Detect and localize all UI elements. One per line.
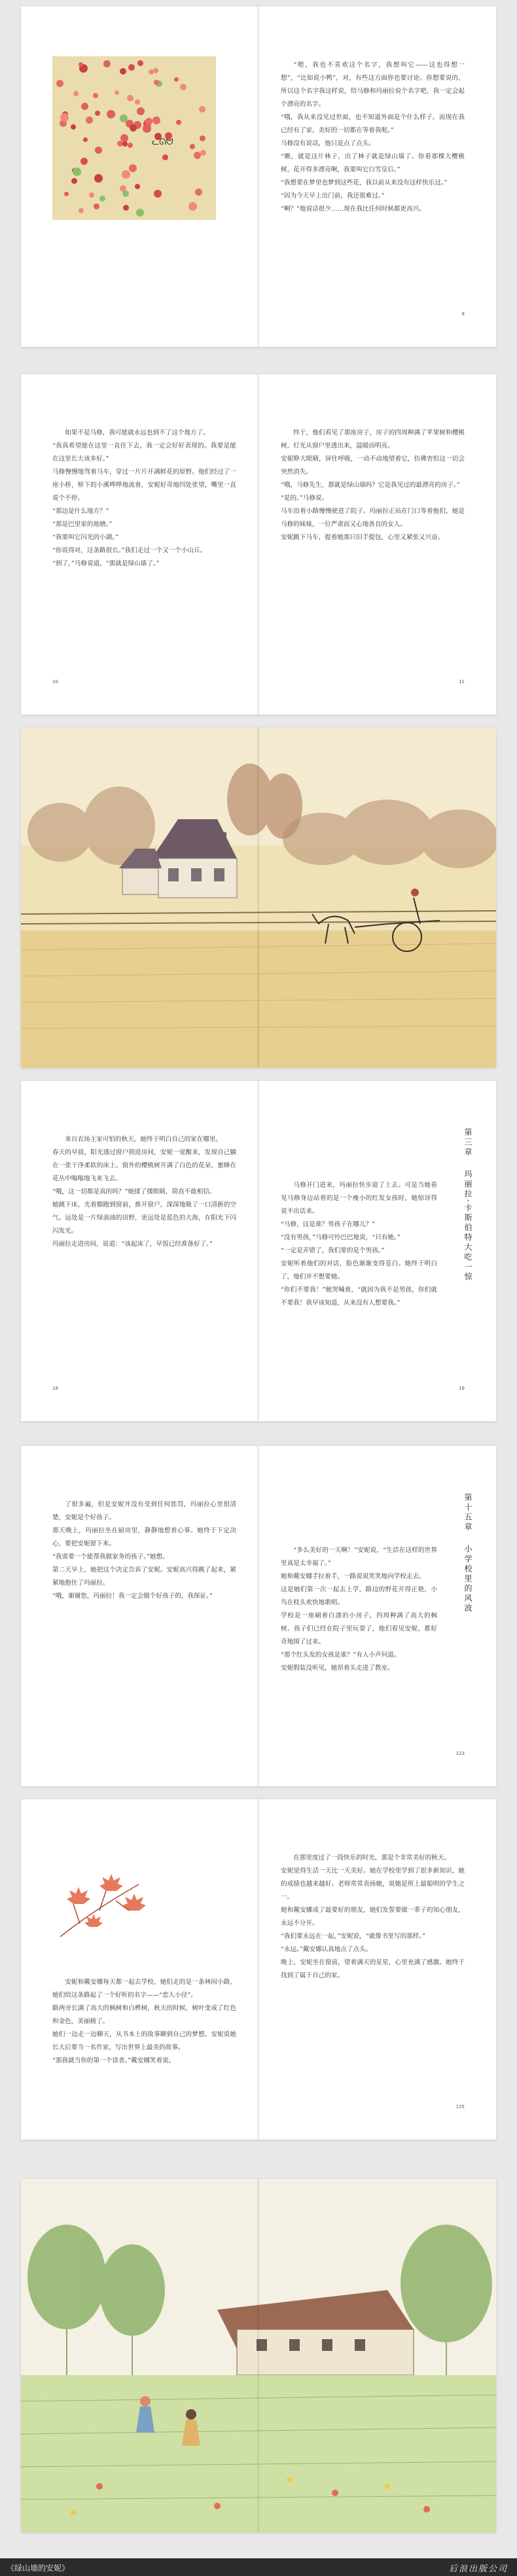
right-page xyxy=(258,1799,496,2140)
maple-leaves-illustration xyxy=(54,1871,145,1950)
berry-mark xyxy=(73,91,79,96)
berry-mark xyxy=(71,178,77,184)
cottage-drawing xyxy=(21,2179,496,2532)
book-title: 《绿山墙的安妮》 xyxy=(7,2564,70,2573)
page-text: 安妮和戴安娜每天都一起去学校，她们走的是一条林间小路，她们给这条路起了一个好听的名字——“恋人小径”。 路两旁长满了高大的枫树和白桦树，秋天的时候，树叶变成了红色和金色，美丽极了。 她们一边走一边聊天，从书本上的故事聊到自己的梦想。安妮说她长大后要当一名作家，写出世界上最美的故事。 “那我就当你的第一个读者。”戴安娜笑着说。 xyxy=(52,1979,236,2064)
book-spread-4 xyxy=(21,1081,496,1421)
berry-mark xyxy=(135,184,140,189)
page-number: 18 xyxy=(52,1386,58,1391)
publisher-name: 后浪出版公司 xyxy=(448,2564,508,2574)
berry-mark xyxy=(190,144,195,149)
chapter-title: 玛丽拉·卡斯伯特大吃一惊 xyxy=(463,1169,472,1282)
berry-mark xyxy=(152,116,160,124)
berry-mark xyxy=(95,111,100,116)
left-page xyxy=(21,7,258,347)
berry-mark xyxy=(73,168,81,176)
berry-mark xyxy=(137,107,145,115)
berry-mark xyxy=(83,137,88,142)
book-spread-3 xyxy=(21,728,496,1068)
page-number: 19 xyxy=(459,1386,465,1391)
berry-mark xyxy=(195,188,202,196)
page-text: 来自农场主家可怕的秋天，她终于明白自己的家在哪里。 春天的早晨，阳光透过窗户照进房间，安妮一觉醒来，发现自己躺在一张干净柔软的床上。窗外的樱桃树开满了白色的花朵，蜜蜂在花丛中嗡嗡地飞来飞去。 “哦，这一切都是真的吗？”她揉了揉眼睛，简直不敢相信。 她跳下床，光着脚跑到窗前，推开窗户，深深地吸了一口清新的空气。远处是一片绿油油的田野，更远处是蓝色的大海，在阳光下闪闪发光。 玛丽拉走进房间，说道：“该起床了，早饭已经准备好了。” xyxy=(52,1136,236,1248)
page-number: 8 xyxy=(461,311,465,317)
chapter-number: 第十五章 xyxy=(463,1493,472,1532)
berry-mark xyxy=(162,154,168,160)
berry-mark xyxy=(199,106,205,113)
page-text: 了很多遍，但是安妮并没有受到任何惩罚，玛丽拉心里很清楚，安妮是个好孩子。 那天晚上，玛丽拉坐在厨房里，静静地想着心事。她终于下定决心，要把安妮留下来。 “我需要一个能帮我做家务的孩子。”她想。 第二天早上，她把这个决定告诉了安妮。安妮高兴得跳了起来，紧紧地抱住了玛丽拉。 “哦，谢谢您，玛丽拉！我一定会做个好孩子的，我保证。” xyxy=(52,1501,236,1600)
berry-mark xyxy=(120,115,128,122)
berry-mark xyxy=(95,147,102,154)
berry-mark xyxy=(103,60,111,67)
left-page xyxy=(21,1799,258,2140)
farm-drawing xyxy=(21,728,496,1068)
berry-mark xyxy=(188,202,197,211)
berry-mark xyxy=(94,174,103,183)
berry-mark xyxy=(79,208,84,213)
chapter-heading xyxy=(463,1128,474,1282)
page-text: 在那里度过了一段快乐的时光，那是个非常美好的秋天。 安妮觉得生活一天比一天美好。她在学校里学到了很多新知识，她的成绩也越来越好。老师常常表扬她，说她是班上最聪明的学生之一。 她和戴安娜成了最要好的朋友，她们发誓要做一辈子的知心朋友，永远不分开。 “我们要永远在一起，”安妮说，“就像书里写的那样。” “永远。”戴安娜认真地点了点头。 晚上，安妮坐在窗前，望着满天的星星，心里充满了感激。她终于找到了属于自己的家。 xyxy=(281,1854,465,1979)
berry-mark xyxy=(122,141,128,147)
berry-mark xyxy=(107,110,115,118)
berry-mark xyxy=(71,124,76,130)
berry-mark xyxy=(115,90,119,95)
page-text: “多么美好的一天啊！”安妮说，“生活在这样的世界里真是太幸福了。” 她和戴安娜手拉着手，一路说说笑笑地向学校走去。 这是她们第一次一起去上学，路边的野花开得正艳，小鸟在枝头欢快地歌唱。 学校是一座刷着白漆的小房子，四周种满了高大的枫树。孩子们已经在院子里玩耍了，他们看见安妮，都好奇地围了过来。 “那个红头发的女孩是谁？”有人小声问道。 安妮假装没听见，她昂着头走进了教室。 xyxy=(281,1547,437,1672)
berry-mark xyxy=(200,150,206,156)
right-page xyxy=(258,7,496,347)
cat-sketch-icon: ᓚᘏᗢ xyxy=(152,137,173,147)
berry-mark xyxy=(200,135,205,141)
berry-mark xyxy=(136,209,144,217)
left-page xyxy=(21,374,258,715)
page-text: 马修开门进来，玛丽拉快步迎了上去。可是当她看见马修身边站着的是一个瘦小的红发女孩时，她惊讶得说不出话来。 “马修，这是谁？男孩子在哪儿？” “没有男孩，”马修可怜巴巴地说，“只有她。” “一定是弄错了，我们要的是个男孩。” 安妮听着他们的对话，脸色渐渐变得苍白。她终于明白了，他们并不想要她。 “你们不要我！”她哭喊着，“就因为我不是男孩，你们就不要我！我早该知道，从来没有人想要我。” xyxy=(281,1182,437,1307)
berry-mark xyxy=(180,84,187,90)
cottage-illustration xyxy=(21,2179,496,2532)
page-text: 如果不是马修，我可能就永远也到不了这个地方了。 “我真希望能在这里一直住下去，我一定会好好表现的。我要是能在这里长大该多好。” 马修慢慢地驾着马车，穿过一片片开满鲜花的原野。他们经过了一座小桥，桥下的小溪哗哗地流着，安妮好奇地四处张望，嘴里一直说个不停。 “那边是什么地方？” “那是巴里家的池塘。” “我要叫它闪光的小湖。” “你说得对，这条路很长。”我们走过一个又一个小山丘。 “到了，”马修说道，“那就是绿山墙了。” xyxy=(52,429,236,567)
berry-mark xyxy=(123,205,129,211)
berry-mark xyxy=(80,158,88,165)
berry-mark xyxy=(94,203,99,209)
berry-mark xyxy=(174,77,179,82)
chapter-number: 第三章 xyxy=(463,1128,472,1157)
berry-mark xyxy=(56,80,63,87)
berry-mark xyxy=(99,196,105,202)
right-page xyxy=(258,1446,496,1786)
berry-mark xyxy=(127,95,134,101)
right-page xyxy=(258,374,496,715)
berry-mark xyxy=(149,69,154,75)
book-spread-2 xyxy=(21,374,496,715)
page-number: 123 xyxy=(455,1751,465,1756)
berry-mark xyxy=(122,170,130,179)
berry-mark xyxy=(130,124,137,132)
book-spread-7 xyxy=(21,2179,496,2532)
farm-illustration xyxy=(21,728,496,1068)
page-number: 11 xyxy=(459,679,465,684)
right-page xyxy=(258,1081,496,1421)
berry-mark xyxy=(143,124,151,133)
left-page xyxy=(21,1081,258,1421)
berry-mark xyxy=(129,164,137,172)
page-text: 终于，他们看见了那座房子，房子的四周种满了苹果树和樱桃树，灯光从窗户里透出来，温暖而明亮。 安妮睁大眼睛，屏住呼吸，一动不动地望着它，仿佛害怕这一切会突然消失。 “哦，马修先生，那就是绿山墙吗？它是我见过的最漂亮的房子。” “是的。”马修说。 马车沿着小路慢慢驶进了院子。玛丽拉正站在门口等着他们，她是马修的妹妹，一位严肃而又心地善良的女人。 安妮跳下马车，提着她那只旧手提包，心里又紧张又兴奋。 xyxy=(281,429,465,541)
page-text: “嗯，我也不喜欢这个名字，我想叫它——这也得想一想”，“比如说小鸭”，对，有些这方面你也要讨论。你想要说的，所以这个名字我这样说，给马修和玛丽拉说个名字吧，我一定会起个漂亮的名字。 “哦，我从来没见过世面，也不知道外面是个什么样子。而现在我已经有了家，美好的一切都在等着我呢。” 马修没有说话，他只是点了点头。 “瞧，就是这片林子，出了林子就是绿山墙了。你看那棵大樱桃树，花开得多漂亮啊，我要叫它白雪皇后。” “我想要在梦里也梦到这些花，我以前从来没有这样快乐过。” “因为今天早上出门前，我还很难过。” “啊？”他说话很少……现在我比任何时候都更高兴。 xyxy=(281,62,465,213)
berry-mark xyxy=(153,68,158,73)
berry-mark xyxy=(120,68,126,75)
berry-mark xyxy=(128,64,135,71)
berry-mark xyxy=(154,80,159,85)
berry-mark xyxy=(86,116,93,124)
book-spread-6 xyxy=(21,1799,496,2140)
book-spread-5 xyxy=(21,1446,496,1786)
berry-mark xyxy=(154,190,162,198)
berry-mark xyxy=(122,190,129,197)
book-spread-1 xyxy=(21,7,496,347)
page-number: 125 xyxy=(455,2104,465,2109)
berry-mark xyxy=(135,99,140,105)
berry-mark xyxy=(93,93,98,98)
berry-mark xyxy=(176,120,181,125)
berry-mark xyxy=(81,103,88,110)
berry-mark xyxy=(128,143,133,148)
berries-illustration xyxy=(52,56,216,220)
footer-bar xyxy=(0,2558,517,2576)
berry-mark xyxy=(89,192,94,198)
chapter-title: 小学校里的风波 xyxy=(463,1544,472,1614)
berry-mark xyxy=(60,113,69,122)
berry-mark xyxy=(137,60,143,66)
page-number: 10 xyxy=(52,679,58,684)
left-page xyxy=(21,1446,258,1786)
chapter-heading xyxy=(463,1493,474,1614)
berry-mark xyxy=(64,192,69,196)
berry-mark xyxy=(79,62,83,67)
